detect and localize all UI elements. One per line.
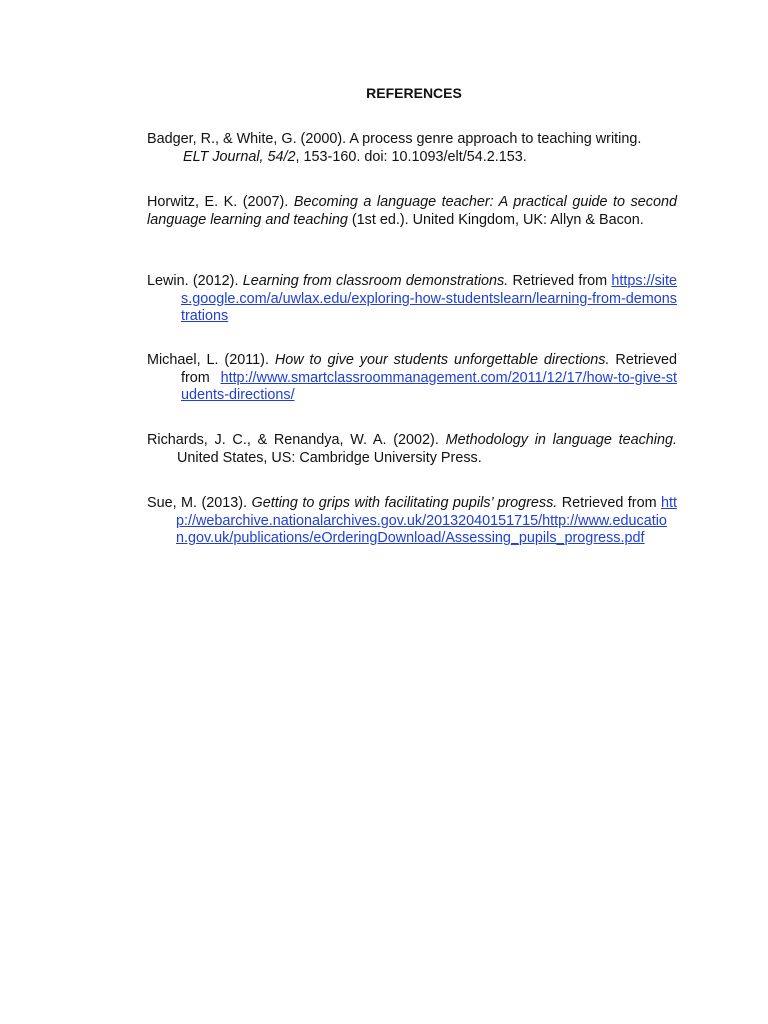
- reference-text: (1st ed.). United Kingdom, UK: Allyn & Bacon.: [347, 211, 644, 228]
- page-title: REFERENCES: [366, 85, 462, 101]
- reference-link[interactable]: https://sites.google.com/a/uwlax.edu/exploring-how-studentslearn/learning-from-demonstrations: [181, 273, 677, 324]
- reference-text: Sue, M. (2013).: [147, 495, 252, 511]
- reference-title-italic: Learning from classroom demonstrations.: [242, 273, 509, 289]
- reference-entry: [147, 131, 677, 166]
- reference-text: Richards, J. C., & Renandya, W. A. (2002).: [147, 432, 446, 448]
- reference-text: , 153-160. doi: 10.1093/elt/54.2.153.: [295, 148, 527, 165]
- reference-title-italic: Getting to grips with facilitating pupils’ progress.: [251, 495, 558, 511]
- reference-entry: [147, 352, 677, 405]
- reference-entry: [147, 495, 677, 548]
- reference-link[interactable]: http://www.smartclassroommanagement.com/2011/12/17/how-to-give-students-directions/: [181, 369, 677, 403]
- reference-title-italic: Methodology in language teaching.: [445, 432, 677, 448]
- reference-source-italic: ELT Journal, 54/2: [183, 148, 296, 165]
- reference-title-italic: How to give your students unforgettable directions.: [274, 352, 610, 368]
- reference-entry: [147, 432, 677, 467]
- reference-text: Horwitz, E. K. (2007).: [147, 194, 294, 210]
- reference-text: Retrieved from: [557, 495, 661, 511]
- reference-link[interactable]: http://webarchive.nationalarchives.gov.uk/20132040151715/http://www.education.gov.uk/publications/eOrderingDownload/Assessing_pupils_progress.pdf: [176, 495, 677, 546]
- reference-text: United States, US: Cambridge University Press.: [177, 449, 482, 466]
- reference-text: Michael, L. (2011).: [147, 352, 275, 368]
- reference-entry: [147, 273, 677, 326]
- reference-entry: [147, 194, 677, 229]
- reference-text: Badger, R., & White, G. (2000). A process genre approach to teaching writing.: [147, 131, 642, 147]
- reference-text: Retrieved from: [508, 273, 612, 289]
- reference-text: Lewin. (2012).: [147, 273, 243, 289]
- reference-text: Retrieved from: [181, 352, 678, 386]
- reference-title-italic: Becoming a language teacher: A practical guide to second language learning and teaching: [147, 194, 677, 228]
